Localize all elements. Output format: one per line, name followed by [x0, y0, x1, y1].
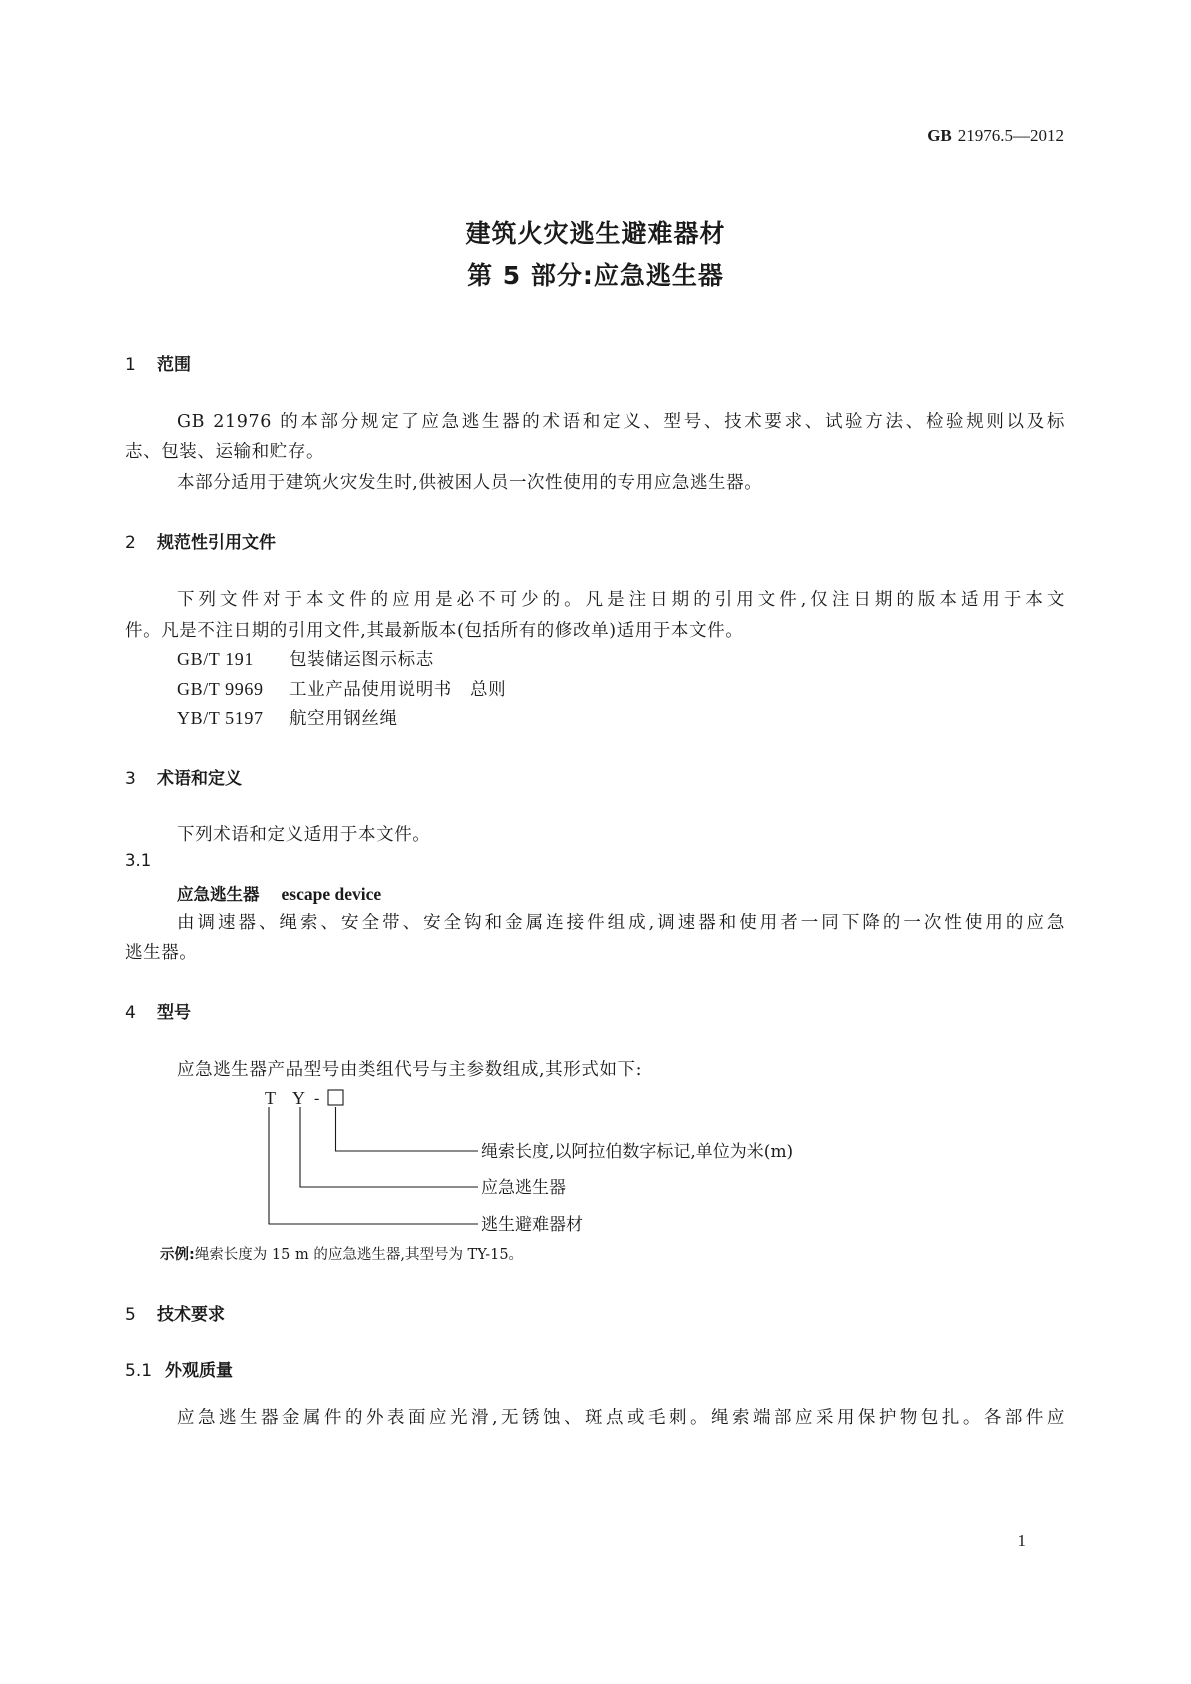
references-paragraph-line: 下列文件对于本文件的应用是必不可少的。凡是注日期的引用文件,仅注日期的版本适用于本文: [177, 590, 1065, 610]
reference-title: 工业产品使用说明书 总则: [289, 680, 507, 700]
subclause-number: 3.1: [125, 851, 152, 870]
section-2-heading: [125, 528, 276, 553]
rope-length-label: 绳索长度,以阿拉伯数字标记,单位为米(m): [481, 1142, 794, 1162]
reference-code: YB/T 5197: [177, 708, 264, 728]
term-definition-line: 由调速器、绳索、安全带、安全钩和金属连接件组成,调速器和使用者一同下降的一次性使用的应急: [177, 913, 1065, 933]
section-5-heading: [125, 1300, 225, 1325]
section-number: 3: [125, 769, 136, 789]
code-letter-t: T: [265, 1088, 276, 1108]
subsection-5-1-heading: [125, 1356, 233, 1381]
device-label: 应急逃生器: [481, 1178, 566, 1198]
parameter-box-icon: [328, 1090, 343, 1105]
reference-title: 包装储运图示标志: [289, 650, 434, 670]
appearance-paragraph-line: 应急逃生器金属件的外表面应光滑,无锈蚀、斑点或毛刺。绳索端部应采用保护物包扎。各部件应: [177, 1408, 1065, 1428]
terms-intro: 下列术语和定义适用于本文件。: [177, 825, 431, 845]
example-label: 示例:: [160, 1247, 195, 1263]
equipment-label: 逃生避难器材: [481, 1215, 583, 1235]
section-3-heading: [125, 764, 242, 789]
subsection-title: 外观质量: [165, 1361, 233, 1381]
standard-code: 21976.5—2012: [957, 126, 1064, 145]
section-title: 技术要求: [157, 1305, 225, 1325]
references-paragraph-line: 件。凡是不注日期的引用文件,其最新版本(包括所有的修改单)适用于本文件。: [125, 621, 744, 641]
section-number: 1: [125, 355, 136, 375]
section-number: 5: [125, 1305, 136, 1325]
reference-code: GB/T 9969: [177, 679, 264, 699]
reference-code: GB/T 191: [177, 649, 254, 669]
term-chinese: 应急逃生器: [177, 885, 260, 904]
reference-title: 航空用钢丝绳: [289, 709, 398, 729]
page-number: 1: [1017, 1531, 1026, 1550]
section-title: 范围: [157, 355, 191, 375]
section-number: 2: [125, 533, 136, 553]
section-number: 4: [125, 1003, 136, 1023]
term-definition-line: 逃生器。: [125, 943, 198, 963]
section-4-heading: [125, 998, 191, 1023]
device-leader-line: [300, 1107, 478, 1187]
example-text: 绳索长度为 15 m 的应急逃生器,其型号为 TY-15。: [194, 1247, 524, 1263]
code-dash: -: [314, 1090, 320, 1107]
reference-item: [177, 705, 398, 730]
code-letter-y: Y: [292, 1088, 305, 1108]
section-title: 规范性引用文件: [157, 533, 276, 553]
model-code-diagram: [265, 1085, 794, 1245]
section-title: 型号: [157, 1003, 191, 1023]
section-title: 术语和定义: [157, 769, 242, 789]
example-note: [160, 1243, 523, 1264]
scope-paragraph-line: 志、包装、运输和贮存。: [125, 442, 325, 462]
document-subtitle: 第 5 部分:应急逃生器: [467, 261, 724, 290]
reference-item: [177, 646, 434, 671]
term-english: escape device: [281, 884, 382, 904]
section-1-heading: [125, 350, 191, 375]
scope-paragraph-line: GB 21976 的本部分规定了应急逃生器的术语和定义、型号、技术要求、试验方法、检验规则以及标: [177, 412, 1065, 432]
subsection-number: 5.1: [125, 1361, 153, 1381]
standard-prefix: GB: [927, 126, 952, 145]
standard-number: [927, 126, 1064, 146]
document-title: 建筑火灾逃生避难器材: [465, 219, 726, 248]
reference-item: [177, 676, 506, 701]
model-intro: 应急逃生器产品型号由类组代号与主参数组成,其形式如下:: [177, 1060, 643, 1080]
term-entry: [177, 881, 381, 905]
scope-paragraph: 本部分适用于建筑火灾发生时,供被困人员一次性使用的专用应急逃生器。: [177, 473, 763, 493]
rope-leader-line: [336, 1107, 479, 1151]
